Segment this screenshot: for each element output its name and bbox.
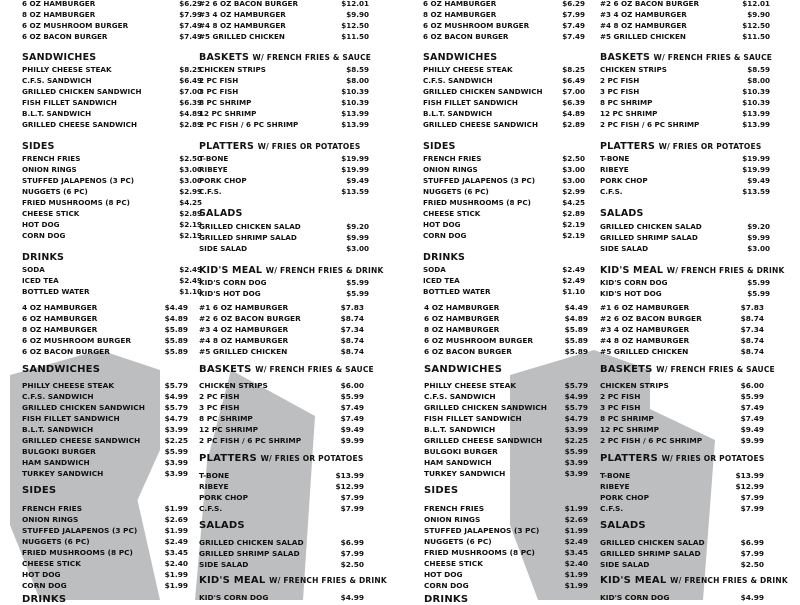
menu-item: CHICKEN STRIPS $8.59 [600, 65, 770, 74]
menu-item: CORN DOG $2.19 [22, 231, 202, 240]
menu-item: STUFFED JALAPENOS (3 PC) $1.99 [22, 526, 188, 535]
menu-item: FISH FILLET SANDWICH $6.39 [423, 98, 585, 107]
menu-item: C.F.S. SANDWICH $6.49 [423, 76, 585, 85]
menu-item: ICED TEA $2.49 [22, 276, 202, 285]
menu-item: CHEESE STICK $2.40 [22, 559, 188, 568]
menu-item: 2 PC FISH $5.99 [600, 392, 764, 401]
section-title-platters: PLATTERS W/ FRIES OR POTATOES [600, 453, 765, 464]
menu-item: FRIED MUSHROOMS (8 PC) $4.25 [423, 198, 585, 207]
menu-item: KID'S CORN DOG $5.99 [600, 278, 770, 287]
menu-item: BULGOKI BURGER $5.99 [424, 447, 588, 456]
menu-item: STUFFED JALAPENOS (3 PC) $3.00 [22, 176, 202, 185]
menu-item: 8 PC SHRIMP $7.49 [600, 414, 764, 423]
menu-item: GRILLED SHRIMP SALAD $7.99 [600, 549, 764, 558]
menu-item: FRIED MUSHROOMS (8 PC) $3.45 [22, 548, 188, 557]
menu-item: 2 PC FISH / 6 PC SHRIMP $13.99 [199, 120, 369, 129]
menu-item: GRILLED SHRIMP SALAD $9.99 [199, 233, 369, 242]
menu-item: CHEESE STICK $2.89 [423, 209, 585, 218]
section-title-drinks: DRINKS [22, 594, 67, 605]
section-title-baskets: BASKETS W/ FRENCH FRIES & SAUCE [199, 364, 374, 375]
menu-item: FRIED MUSHROOMS (8 PC) $3.45 [424, 548, 588, 557]
menu-item: BOTTLED WATER $1.10 [423, 287, 585, 296]
menu-item: TURKEY SANDWICH $3.99 [424, 469, 588, 478]
menu-item: SODA $2.49 [22, 265, 202, 274]
menu-item: HAM SANDWICH $3.99 [22, 458, 188, 467]
menu-item: #4 8 OZ HAMBURGER $12.50 [199, 21, 369, 30]
section-title-baskets: BASKETS W/ FRENCH FRIES & SAUCE [600, 364, 775, 375]
menu-item: 8 OZ HAMBURGER $5.89 [424, 325, 588, 334]
menu-item: KID'S HOT DOG $5.99 [600, 289, 770, 298]
section-title-sides: SIDES [22, 485, 57, 496]
menu-item: GRILLED CHEESE SANDWICH $2.89 [423, 120, 585, 129]
menu-item: HOT DOG $2.19 [423, 220, 585, 229]
menu-item: #5 GRILLED CHICKEN $8.74 [199, 347, 364, 356]
menu-item: 3 PC FISH $7.49 [600, 403, 764, 412]
menu-item: 6 OZ MUSHROOM BURGER $7.49 [22, 21, 202, 30]
menu-item: FRENCH FRIES $2.50 [423, 154, 585, 163]
menu-item: SIDE SALAD $3.00 [600, 244, 770, 253]
menu-item: HOT DOG $1.99 [22, 570, 188, 579]
menu-item: HOT DOG $2.19 [22, 220, 202, 229]
section-title-drinks: DRINKS [424, 594, 469, 605]
menu-item: 6 OZ BACON BURGER $7.49 [423, 32, 585, 41]
menu-item: 3 PC FISH $7.49 [199, 403, 364, 412]
section-title-sandwiches: SANDWICHES [22, 364, 101, 375]
menu-item: 2 PC FISH $5.99 [199, 392, 364, 401]
menu-item: NUGGETS (6 PC) $2.49 [424, 537, 588, 546]
menu-item: B.L.T. SANDWICH $3.99 [22, 425, 188, 434]
section-title-sandwiches: SANDWICHES [22, 52, 97, 63]
menu-item: #3 4 OZ HAMBURGER $9.90 [600, 10, 770, 19]
menu-item: 6 OZ BACON BURGER $5.89 [22, 347, 188, 356]
menu-item: B.L.T. SANDWICH $3.99 [424, 425, 588, 434]
menu-item: 6 OZ MUSHROOM BURGER $7.49 [423, 21, 585, 30]
menu-item: #2 6 OZ BACON BURGER $8.74 [199, 314, 364, 323]
menu-item: 2 PC FISH $8.00 [600, 76, 770, 85]
menu-item: C.F.S. SANDWICH $4.99 [22, 392, 188, 401]
menu-item: PORK CHOP $9.49 [600, 176, 770, 185]
menu-item: FRIED MUSHROOMS (8 PC) $4.25 [22, 198, 202, 207]
menu-item: CORN DOG $2.19 [423, 231, 585, 240]
menu-item: GRILLED CHICKEN SANDWICH $7.00 [423, 87, 585, 96]
menu-item: #2 6 OZ BACON BURGER $12.01 [199, 0, 369, 8]
menu-item: FISH FILLET SANDWICH $4.79 [424, 414, 588, 423]
menu-item: RIBEYE $19.99 [600, 165, 770, 174]
menu-item: FRENCH FRIES $2.50 [22, 154, 202, 163]
menu-item: CHICKEN STRIPS $8.59 [199, 65, 369, 74]
section-title-salads: SALADS [199, 208, 243, 219]
menu-item: SIDE SALAD $2.50 [199, 560, 364, 569]
menu-item: C.F.S. SANDWICH $4.99 [424, 392, 588, 401]
section-title-baskets: BASKETS W/ FRENCH FRIES & SAUCE [600, 52, 773, 63]
section-title-platters: PLATTERS W/ FRIES OR POTATOES [199, 453, 364, 464]
menu-item: ONION RINGS $2.69 [424, 515, 588, 524]
menu-item: 4 OZ HAMBURGER $4.49 [22, 303, 188, 312]
menu-item: PHILLY CHEESE STEAK $8.25 [22, 65, 202, 74]
menu-item: 12 PC SHRIMP $9.49 [199, 425, 364, 434]
menu-item: GRILLED CHICKEN SALAD $6.99 [199, 538, 364, 547]
menu-item: ICED TEA $2.49 [423, 276, 585, 285]
menu-item: 2 PC FISH / 6 PC SHRIMP $9.99 [199, 436, 364, 445]
menu-item: B.L.T. SANDWICH $4.89 [22, 109, 202, 118]
menu-item: #3 4 OZ HAMBURGER $7.34 [600, 325, 764, 334]
menu-item: BOTTLED WATER $1.10 [22, 287, 202, 296]
section-title-sandwiches: SANDWICHES [423, 52, 498, 63]
menu-item: HOT DOG $1.99 [424, 570, 588, 579]
menu-item: RIBEYE $12.99 [199, 482, 364, 491]
section-title-sides: SIDES [22, 141, 55, 152]
menu-item: PORK CHOP $9.49 [199, 176, 369, 185]
menu-item: #4 8 OZ HAMBURGER $12.50 [600, 21, 770, 30]
menu-item: B.L.T. SANDWICH $4.89 [423, 109, 585, 118]
menu-item: 6 OZ BACON BURGER $5.89 [424, 347, 588, 356]
menu-item: CHEESE STICK $2.89 [22, 209, 202, 218]
section-title-salads: SALADS [600, 520, 646, 531]
menu-item: SIDE SALAD $2.50 [600, 560, 764, 569]
menu-item: #2 6 OZ BACON BURGER $12.01 [600, 0, 770, 8]
menu-item: PHILLY CHEESE STEAK $8.25 [423, 65, 585, 74]
menu-item: CORN DOG $1.99 [424, 581, 588, 590]
menu-item: #2 6 OZ BACON BURGER $8.74 [600, 314, 764, 323]
menu-item: GRILLED CHICKEN SALAD $9.20 [600, 222, 770, 231]
menu-item: #1 6 OZ HAMBURGER $7.83 [199, 303, 364, 312]
menu-item: 6 OZ MUSHROOM BURGER $5.89 [22, 336, 188, 345]
section-title-kids-meal: KID'S MEAL W/ FRENCH FRIES & DRINK [199, 575, 387, 586]
menu-item: #5 GRILLED CHICKEN $11.50 [199, 32, 369, 41]
menu-item: 12 PC SHRIMP $13.99 [600, 109, 770, 118]
menu-item: CHICKEN STRIPS $6.00 [600, 381, 764, 390]
menu-item: 8 PC SHRIMP $10.39 [199, 98, 369, 107]
section-title-drinks: DRINKS [423, 252, 466, 263]
menu-item: 3 PC FISH $10.39 [199, 87, 369, 96]
menu-item: T-BONE $19.99 [600, 154, 770, 163]
menu-item: 6 OZ HAMBURGER $4.89 [424, 314, 588, 323]
menu-item: GRILLED CHICKEN SALAD $9.20 [199, 222, 369, 231]
menu-item: 6 OZ HAMBURGER $6.29 [22, 0, 202, 8]
menu-item: KID'S HOT DOG $5.99 [199, 289, 369, 298]
menu-item: NUGGETS (6 PC) $2.49 [22, 537, 188, 546]
menu-item: C.F.S. $7.99 [600, 504, 764, 513]
menu-item: RIBEYE $19.99 [199, 165, 369, 174]
menu-item: T-BONE $13.99 [600, 471, 764, 480]
menu-item: GRILLED CHICKEN SANDWICH $5.79 [22, 403, 188, 412]
menu-item: 8 PC SHRIMP $7.49 [199, 414, 364, 423]
menu-item: 6 OZ MUSHROOM BURGER $5.89 [424, 336, 588, 345]
section-title-kids-meal: KID'S MEAL W/ FRENCH FRIES & DRINK [600, 265, 785, 276]
menu-item: SIDE SALAD $3.00 [199, 244, 369, 253]
menu-item: KID'S CORN DOG $4.99 [600, 593, 764, 602]
menu-item: 6 OZ HAMBURGER $4.89 [22, 314, 188, 323]
section-title-salads: SALADS [600, 208, 644, 219]
menu-item: FRENCH FRIES $1.99 [22, 504, 188, 513]
menu-item: HAM SANDWICH $3.99 [424, 458, 588, 467]
menu-item: C.F.S. $13.59 [600, 187, 770, 196]
menu-item: T-BONE $13.99 [199, 471, 364, 480]
menu-item: 8 OZ HAMBURGER $7.99 [22, 10, 202, 19]
menu-item: 3 PC FISH $10.39 [600, 87, 770, 96]
menu-item: CHICKEN STRIPS $6.00 [199, 381, 364, 390]
menu-item: ONION RINGS $2.69 [22, 515, 188, 524]
menu-item: T-BONE $19.99 [199, 154, 369, 163]
menu-item: GRILLED CHEESE SANDWICH $2.25 [22, 436, 188, 445]
menu-item: ONION RINGS $3.00 [22, 165, 202, 174]
menu-item: FRENCH FRIES $1.99 [424, 504, 588, 513]
menu-item: 8 OZ HAMBURGER $5.89 [22, 325, 188, 334]
menu-item: STUFFED JALAPENOS (3 PC) $3.00 [423, 176, 585, 185]
section-title-salads: SALADS [199, 520, 245, 531]
menu-item: C.F.S. $13.59 [199, 187, 369, 196]
menu-item: 2 PC FISH / 6 PC SHRIMP $13.99 [600, 120, 770, 129]
menu-item: #1 6 OZ HAMBURGER $7.83 [600, 303, 764, 312]
menu-item: #5 GRILLED CHICKEN $11.50 [600, 32, 770, 41]
menu-item: 2 PC FISH / 6 PC SHRIMP $9.99 [600, 436, 764, 445]
menu-item: #3 4 OZ HAMBURGER $7.34 [199, 325, 364, 334]
menu-item: GRILLED CHEESE SANDWICH $2.25 [424, 436, 588, 445]
menu-item: 8 PC SHRIMP $10.39 [600, 98, 770, 107]
menu-item: BULGOKI BURGER $5.99 [22, 447, 188, 456]
section-title-sandwiches: SANDWICHES [424, 364, 503, 375]
menu-item: SODA $2.49 [423, 265, 585, 274]
menu-item: 2 PC FISH $8.00 [199, 76, 369, 85]
menu-item: PHILLY CHEESE STEAK $5.79 [22, 381, 188, 390]
menu-item: KID'S CORN DOG $5.99 [199, 278, 369, 287]
menu-item: NUGGETS (6 PC) $2.99 [423, 187, 585, 196]
menu-item: 8 OZ HAMBURGER $7.99 [423, 10, 585, 19]
menu-item: GRILLED CHICKEN SALAD $6.99 [600, 538, 764, 547]
menu-item: C.F.S. SANDWICH $6.49 [22, 76, 202, 85]
section-title-sides: SIDES [424, 485, 459, 496]
menu-item: PORK CHOP $7.99 [199, 493, 364, 502]
menu-item: #4 8 OZ HAMBURGER $8.74 [199, 336, 364, 345]
menu-item: GRILLED SHRIMP SALAD $7.99 [199, 549, 364, 558]
menu-item: RIBEYE $12.99 [600, 482, 764, 491]
menu-item: KID'S CORN DOG $4.99 [199, 593, 364, 602]
menu-item: FISH FILLET SANDWICH $6.39 [22, 98, 202, 107]
menu-item: #5 GRILLED CHICKEN $8.74 [600, 347, 764, 356]
menu-item: GRILLED CHICKEN SANDWICH $5.79 [424, 403, 588, 412]
menu-item: 12 PC SHRIMP $13.99 [199, 109, 369, 118]
menu-item: GRILLED CHEESE SANDWICH $2.89 [22, 120, 202, 129]
menu-item: PHILLY CHEESE STEAK $5.79 [424, 381, 588, 390]
menu-item: TURKEY SANDWICH $3.99 [22, 469, 188, 478]
section-title-kids-meal: KID'S MEAL W/ FRENCH FRIES & DRINK [600, 575, 788, 586]
section-title-drinks: DRINKS [22, 252, 65, 263]
menu-item: 6 OZ HAMBURGER $6.29 [423, 0, 585, 8]
section-title-platters: PLATTERS W/ FRIES OR POTATOES [600, 141, 762, 152]
menu-item: #4 8 OZ HAMBURGER $8.74 [600, 336, 764, 345]
section-title-baskets: BASKETS W/ FRENCH FRIES & SAUCE [199, 52, 372, 63]
menu-item: ONION RINGS $3.00 [423, 165, 585, 174]
menu-item: PORK CHOP $7.99 [600, 493, 764, 502]
menu-item: 12 PC SHRIMP $9.49 [600, 425, 764, 434]
menu-item: GRILLED CHICKEN SANDWICH $7.00 [22, 87, 202, 96]
menu-item: 6 OZ BACON BURGER $7.49 [22, 32, 202, 41]
menu-item: C.F.S. $7.99 [199, 504, 364, 513]
section-title-kids-meal: KID'S MEAL W/ FRENCH FRIES & DRINK [199, 265, 384, 276]
section-title-platters: PLATTERS W/ FRIES OR POTATOES [199, 141, 361, 152]
menu-item: 4 OZ HAMBURGER $4.49 [424, 303, 588, 312]
section-title-sides: SIDES [423, 141, 456, 152]
menu-item: CORN DOG $1.99 [22, 581, 188, 590]
menu-item: STUFFED JALAPENOS (3 PC) $1.99 [424, 526, 588, 535]
menu-item: CHEESE STICK $2.40 [424, 559, 588, 568]
menu-item: GRILLED SHRIMP SALAD $9.99 [600, 233, 770, 242]
menu-item: #3 4 OZ HAMBURGER $9.90 [199, 10, 369, 19]
menu-item: NUGGETS (6 PC) $2.99 [22, 187, 202, 196]
menu-item: FISH FILLET SANDWICH $4.79 [22, 414, 188, 423]
